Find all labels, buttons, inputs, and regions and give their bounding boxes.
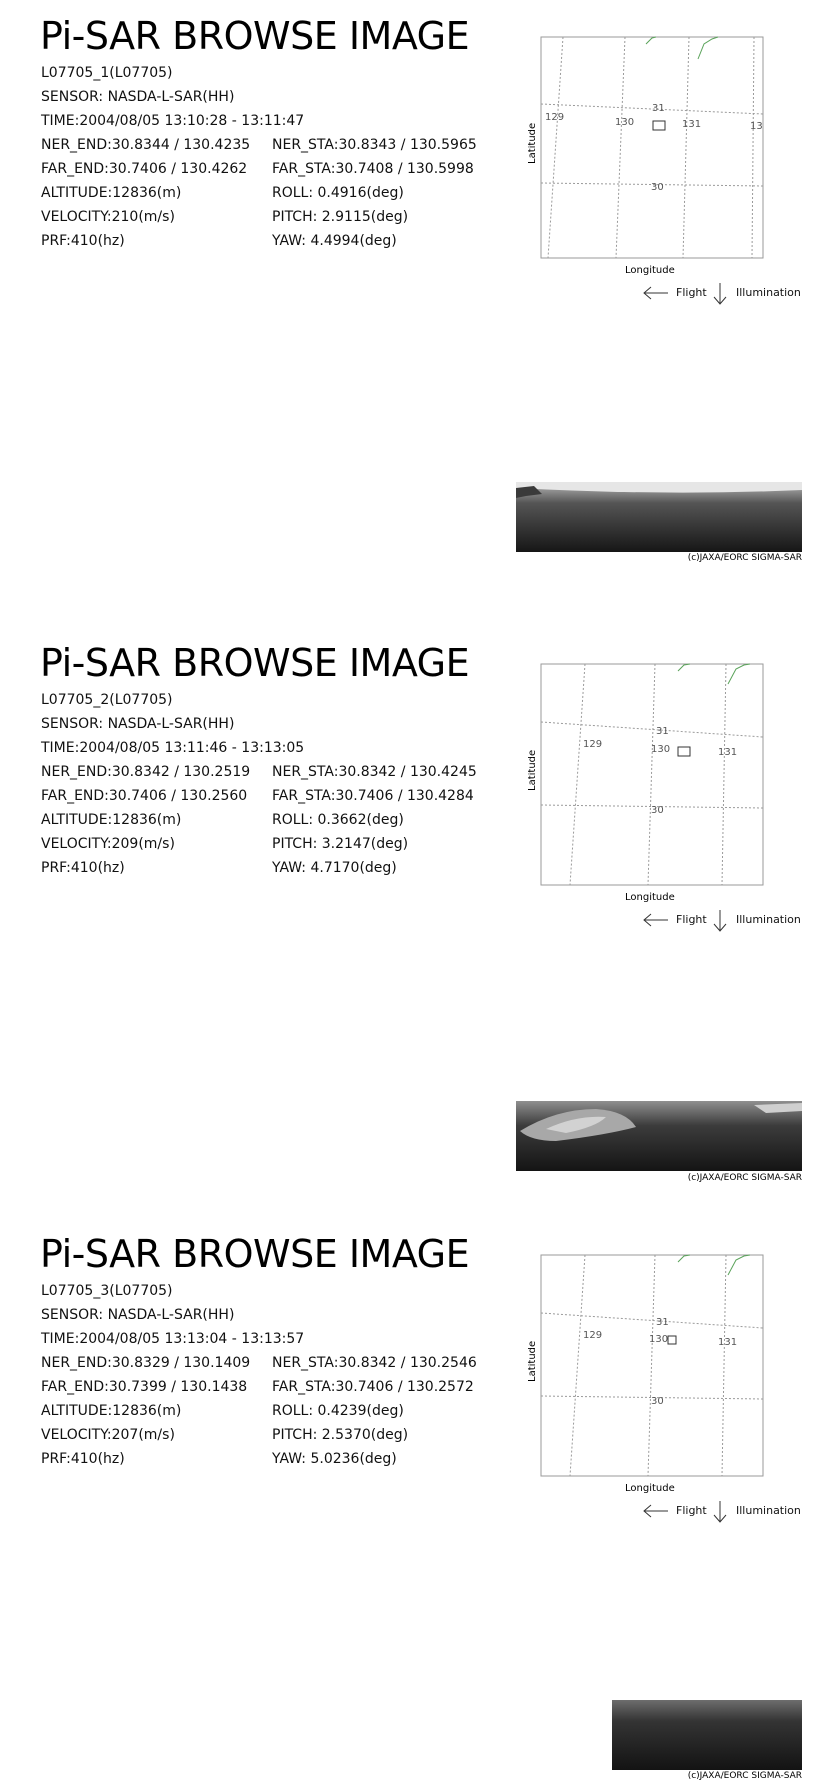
panel-title: Pi-SAR BROWSE IMAGE — [40, 1232, 470, 1276]
lon-label-129: 129 — [545, 112, 565, 123]
graticule-lon-132 — [752, 37, 754, 258]
arrow-down-icon — [712, 1500, 728, 1524]
sar-image-texture — [516, 482, 802, 552]
direction-legend — [642, 1500, 802, 1526]
scene-id: L07705_1(L07705) — [41, 65, 173, 81]
illumination-label: Illumination — [736, 286, 801, 299]
map-frame — [541, 664, 763, 885]
pitch: PITCH: 2.5370(deg) — [272, 1427, 409, 1443]
sar-image-strip — [612, 1700, 802, 1770]
graticule — [541, 37, 763, 258]
scene-footprint — [653, 121, 665, 130]
lon-label-130: 130 — [615, 117, 635, 128]
ner-end: NER_END:30.8342 / 130.2519 — [41, 764, 251, 780]
graticule-lon-129 — [570, 664, 585, 885]
ner-sta: NER_STA:30.8342 / 130.2546 — [272, 1355, 477, 1371]
far-end: FAR_END:30.7406 / 130.4262 — [41, 161, 248, 177]
location-map-svg — [528, 30, 798, 276]
sensor-line: SENSOR: NASDA-L-SAR(HH) — [41, 716, 235, 732]
roll: ROLL: 0.4916(deg) — [272, 185, 404, 201]
location-map — [528, 30, 798, 280]
graticule-lon-130 — [648, 664, 655, 885]
coastline — [678, 664, 750, 684]
graticule-lon-129 — [548, 37, 563, 258]
velocity: VELOCITY:209(m/s) — [41, 836, 175, 852]
arrow-left-icon — [642, 286, 670, 300]
altitude: ALTITUDE:12836(m) — [41, 812, 182, 828]
yaw: YAW: 4.4994(deg) — [272, 233, 397, 249]
x-axis-label: Longitude — [625, 265, 675, 276]
graticule-lat-31 — [541, 722, 763, 737]
location-map-svg — [528, 1248, 798, 1494]
graticule-lon-131 — [722, 1255, 726, 1476]
graticule-lon-131 — [722, 664, 726, 885]
sar-image-strip — [516, 1101, 802, 1171]
direction-legend — [642, 282, 802, 308]
lat-label-30: 30 — [651, 805, 664, 816]
coastline — [646, 37, 718, 59]
sar-image-texture — [516, 1101, 802, 1171]
lon-label-131: 131 — [718, 747, 738, 758]
y-axis-label: Latitude — [528, 1340, 538, 1382]
flight-label: Flight — [676, 1504, 707, 1517]
panel-title: Pi-SAR BROWSE IMAGE — [40, 641, 470, 685]
far-sta: FAR_STA:30.7406 / 130.2572 — [272, 1379, 474, 1395]
lon-label-129: 129 — [583, 1330, 603, 1341]
yaw: YAW: 4.7170(deg) — [272, 860, 397, 876]
lat-label-30: 30 — [651, 1396, 664, 1407]
time-line: TIME:2004/08/05 13:11:46 - 13:13:05 — [41, 740, 305, 756]
far-end: FAR_END:30.7406 / 130.2560 — [41, 788, 248, 804]
flight-label: Flight — [676, 286, 707, 299]
arrow-left-icon — [642, 913, 670, 927]
flight-label: Flight — [676, 913, 707, 926]
graticule-lon-129 — [570, 1255, 585, 1476]
lon-label-130: 130 — [649, 1334, 669, 1345]
time-line: TIME:2004/08/05 13:10:28 - 13:11:47 — [41, 113, 305, 129]
sar-image-texture — [612, 1700, 802, 1770]
roll: ROLL: 0.4239(deg) — [272, 1403, 404, 1419]
velocity: VELOCITY:210(m/s) — [41, 209, 175, 225]
arrow-down-icon — [712, 282, 728, 306]
arrow-down-icon — [712, 909, 728, 933]
lon-label-130: 130 — [651, 744, 671, 755]
altitude: ALTITUDE:12836(m) — [41, 185, 182, 201]
graticule-lat-31 — [541, 1313, 763, 1328]
sensor-line: SENSOR: NASDA-L-SAR(HH) — [41, 1307, 235, 1323]
map-frame — [541, 1255, 763, 1476]
panel-title: Pi-SAR BROWSE IMAGE — [40, 14, 470, 58]
illumination-label: Illumination — [736, 913, 801, 926]
ner-sta: NER_STA:30.8342 / 130.4245 — [272, 764, 477, 780]
y-axis-label: Latitude — [528, 122, 538, 164]
graticule — [541, 1255, 763, 1476]
graticule-lon-131 — [683, 37, 689, 258]
scene-footprint — [668, 1336, 676, 1344]
location-map — [528, 657, 798, 907]
credit: (c)JAXA/EORC SIGMA-SAR — [687, 1771, 802, 1781]
pitch: PITCH: 2.9115(deg) — [272, 209, 409, 225]
lat-label-31: 31 — [656, 726, 669, 737]
sensor-line: SENSOR: NASDA-L-SAR(HH) — [41, 89, 235, 105]
y-axis-label: Latitude — [528, 749, 538, 791]
direction-legend — [642, 909, 802, 935]
ner-end: NER_END:30.8344 / 130.4235 — [41, 137, 251, 153]
lat-label-31: 31 — [652, 103, 665, 114]
lat-label-31: 31 — [656, 1317, 669, 1328]
prf: PRF:410(hz) — [41, 860, 125, 876]
location-map — [528, 1248, 798, 1498]
ner-sta: NER_STA:30.8343 / 130.5965 — [272, 137, 477, 153]
yaw: YAW: 5.0236(deg) — [272, 1451, 397, 1467]
graticule — [541, 664, 763, 885]
prf: PRF:410(hz) — [41, 233, 125, 249]
lon-label-13: 13 — [750, 121, 763, 132]
lon-label-131: 131 — [718, 1337, 738, 1348]
illumination-label: Illumination — [736, 1504, 801, 1517]
prf: PRF:410(hz) — [41, 1451, 125, 1467]
scene-id: L07705_2(L07705) — [41, 692, 173, 708]
scene-footprint — [678, 747, 690, 756]
credit: (c)JAXA/EORC SIGMA-SAR — [687, 1173, 802, 1183]
ner-end: NER_END:30.8329 / 130.1409 — [41, 1355, 251, 1371]
graticule-lon-130 — [616, 37, 625, 258]
roll: ROLL: 0.3662(deg) — [272, 812, 404, 828]
x-axis-label: Longitude — [625, 892, 675, 903]
arrow-left-icon — [642, 1504, 670, 1518]
credit: (c)JAXA/EORC SIGMA-SAR — [687, 553, 802, 563]
graticule-lon-130 — [648, 1255, 655, 1476]
velocity: VELOCITY:207(m/s) — [41, 1427, 175, 1443]
lon-label-131: 131 — [682, 119, 702, 130]
altitude: ALTITUDE:12836(m) — [41, 1403, 182, 1419]
scene-id: L07705_3(L07705) — [41, 1283, 173, 1299]
location-map-svg — [528, 657, 798, 903]
far-sta: FAR_STA:30.7406 / 130.4284 — [272, 788, 474, 804]
time-line: TIME:2004/08/05 13:13:04 - 13:13:57 — [41, 1331, 305, 1347]
far-sta: FAR_STA:30.7408 / 130.5998 — [272, 161, 474, 177]
map-frame — [541, 37, 763, 258]
lat-label-30: 30 — [651, 182, 664, 193]
lon-label-129: 129 — [583, 739, 603, 750]
sar-image-strip — [516, 482, 802, 552]
coastline — [678, 1255, 750, 1275]
x-axis-label: Longitude — [625, 1483, 675, 1494]
far-end: FAR_END:30.7399 / 130.1438 — [41, 1379, 248, 1395]
pitch: PITCH: 3.2147(deg) — [272, 836, 409, 852]
